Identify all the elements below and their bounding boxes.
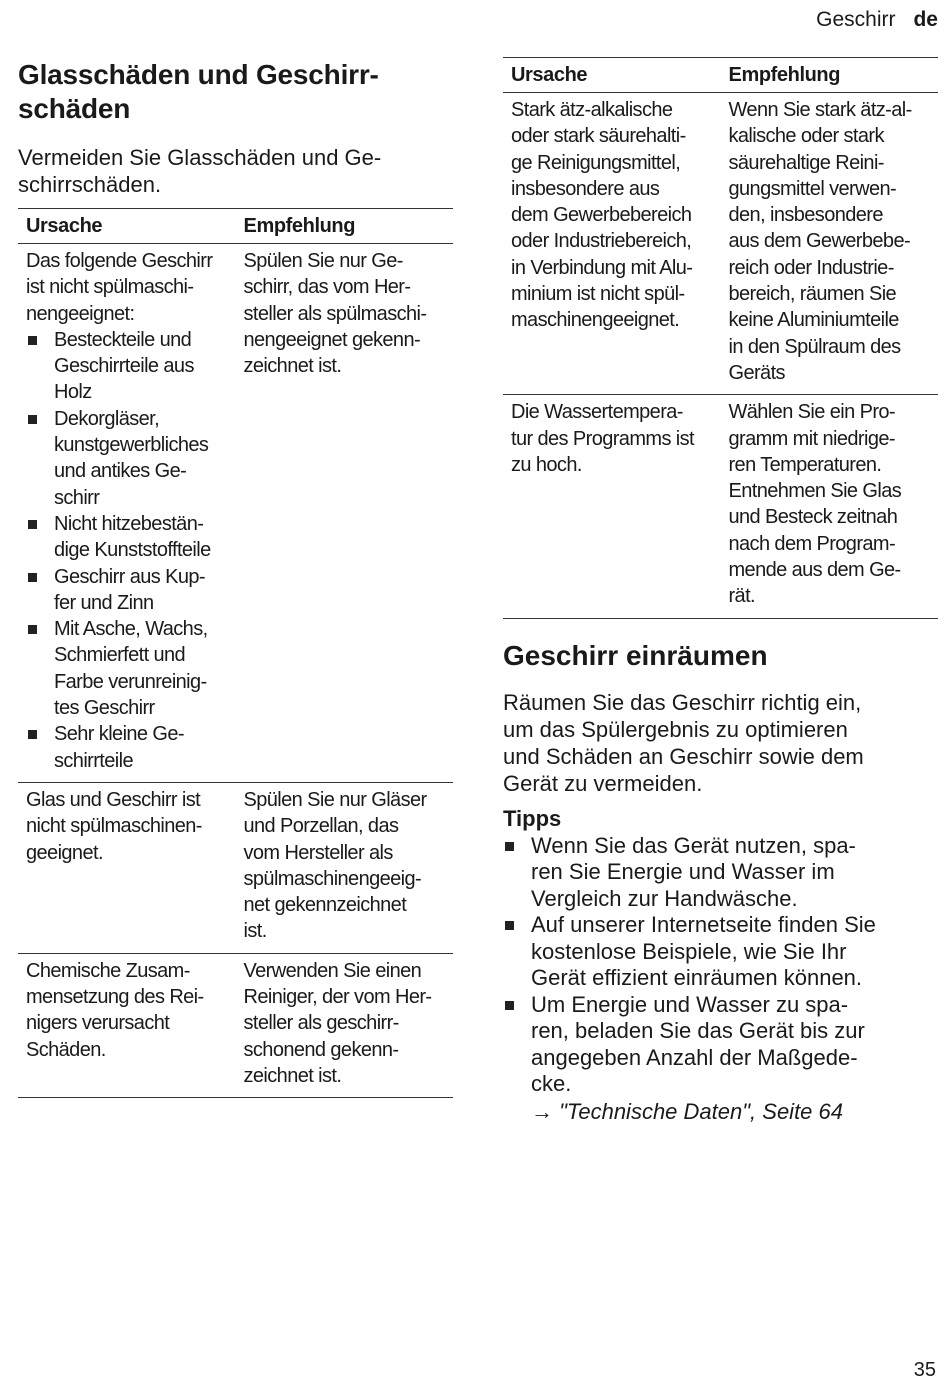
col-header-cause: Ursache [18,209,236,244]
cause-cell: Die Wassertempera- tur des Programms ist zu hoch. [503,395,721,618]
tips-title: Tipps [503,805,562,831]
list-item: Nicht hitzebestän- dige Kunststoffteile [26,511,228,564]
table-row [18,782,453,953]
recommendation-cell: Wenn Sie stark ätz-al- kalische oder stark säurehaltige Reini- gungsmittel verwen- den, insbesondere aus dem Gewerbebe- reich oder Industrie- bereich, räumen Sie keine Aluminiumteile in den Spülraum des Geräts [721,93,939,395]
cause-cell [18,244,236,783]
recommendation-cell: Spülen Sie nur Ge- schirr, das vom Her- steller als spülmaschi- nengeeignet gekenn- zeichnet ist. [236,244,454,783]
recommendation-cell: Verwenden Sie einen Reiniger, der vom Her- steller als geschirr- schonend gekenn- zeichnet ist. [236,953,454,1097]
list-item: Mit Asche, Wachs, Schmierfett und Farbe verunreinig- tes Geschirr [26,616,228,721]
list-item: Dekorgläser, kunstgewerbliches und antikes Ge- schirr [26,406,228,511]
loading-title: Geschirr einräumen [503,639,768,671]
table-row [18,244,453,783]
table-header-row [18,209,453,244]
cause-cell: Glas und Geschirr ist nicht spülmaschinen- geeignet. [18,782,236,953]
header-language: de [913,8,938,31]
col-header-recommendation: Empfehlung [721,58,939,93]
cause-cell: Stark ätz-alkalische oder stark säurehalti- ge Reinigungsmittel, insbesondere aus dem Gewerbebereich oder Industriebereich, in Verbindung mit Alu- minium ist nicht spül- maschinengeeignet. [503,93,721,395]
list-item: Geschirr aus Kup- fer und Zinn [26,564,228,617]
header-section: Geschirr [816,8,896,31]
cross-reference[interactable] [503,1098,938,1125]
tips-list [503,833,938,1098]
table-row [503,395,938,618]
recommendation-cell: Spülen Sie nur Gläser und Porzellan, das vom Hersteller als spülmaschinengeeig- net gekennzeichnet ist. [236,782,454,953]
cause-cell: Chemische Zusam- mensetzung des Rei- nigers verursacht Schäden. [18,953,236,1097]
cross-reference-link[interactable]: "Technische Daten", Seite 64 [559,1098,843,1124]
left-column [18,0,453,1098]
list-item: Besteckteile und Geschirrteile aus Holz [26,327,228,406]
list-item: Auf unserer Internetseite finden Sie kostenlose Beispiele, wie Sie Ihr Gerät effizient einräumen können. [503,912,938,992]
table-header-row [503,58,938,93]
arrow-right-icon: → [531,1098,553,1124]
list-item: Um Energie und Wasser zu spa- ren, beladen Sie das Gerät bis zur angegeben Anzahl der Maßgede- cke. [503,992,938,1098]
list-item: Wenn Sie das Gerät nutzen, spa- ren Sie Energie und Wasser im Vergleich zur Handwäsche. [503,833,938,913]
table-row [18,953,453,1097]
cause-list [26,327,228,774]
col-header-recommendation: Empfehlung [236,209,454,244]
glass-damage-table [18,208,453,1098]
continued-table [503,57,938,619]
page-number: 35 [913,1359,936,1381]
col-header-cause: Ursache [503,58,721,93]
glass-damage-title: Glasschäden und Geschirr- schäden [18,59,379,124]
glass-damage-intro: Vermeiden Sie Glasschäden und Ge- schirrschäden. [18,145,382,197]
list-item: Sehr kleine Ge- schirrteile [26,721,228,774]
table-row [503,93,938,395]
recommendation-cell: Wählen Sie ein Pro- gramm mit niedrige- ren Temperaturen. Entnehmen Sie Glas und Besteck zeitnah nach dem Program- mende aus dem Ge- rät. [721,395,939,618]
loading-intro: Räumen Sie das Geschirr richtig ein, um das Spülergebnis zu optimieren und Schäden an Geschirr sowie dem Gerät zu vermeiden. [503,689,864,796]
right-column [503,0,938,1125]
cause-intro: Das folgende Geschirr ist nicht spülmaschi- nengeeignet: [26,250,213,325]
